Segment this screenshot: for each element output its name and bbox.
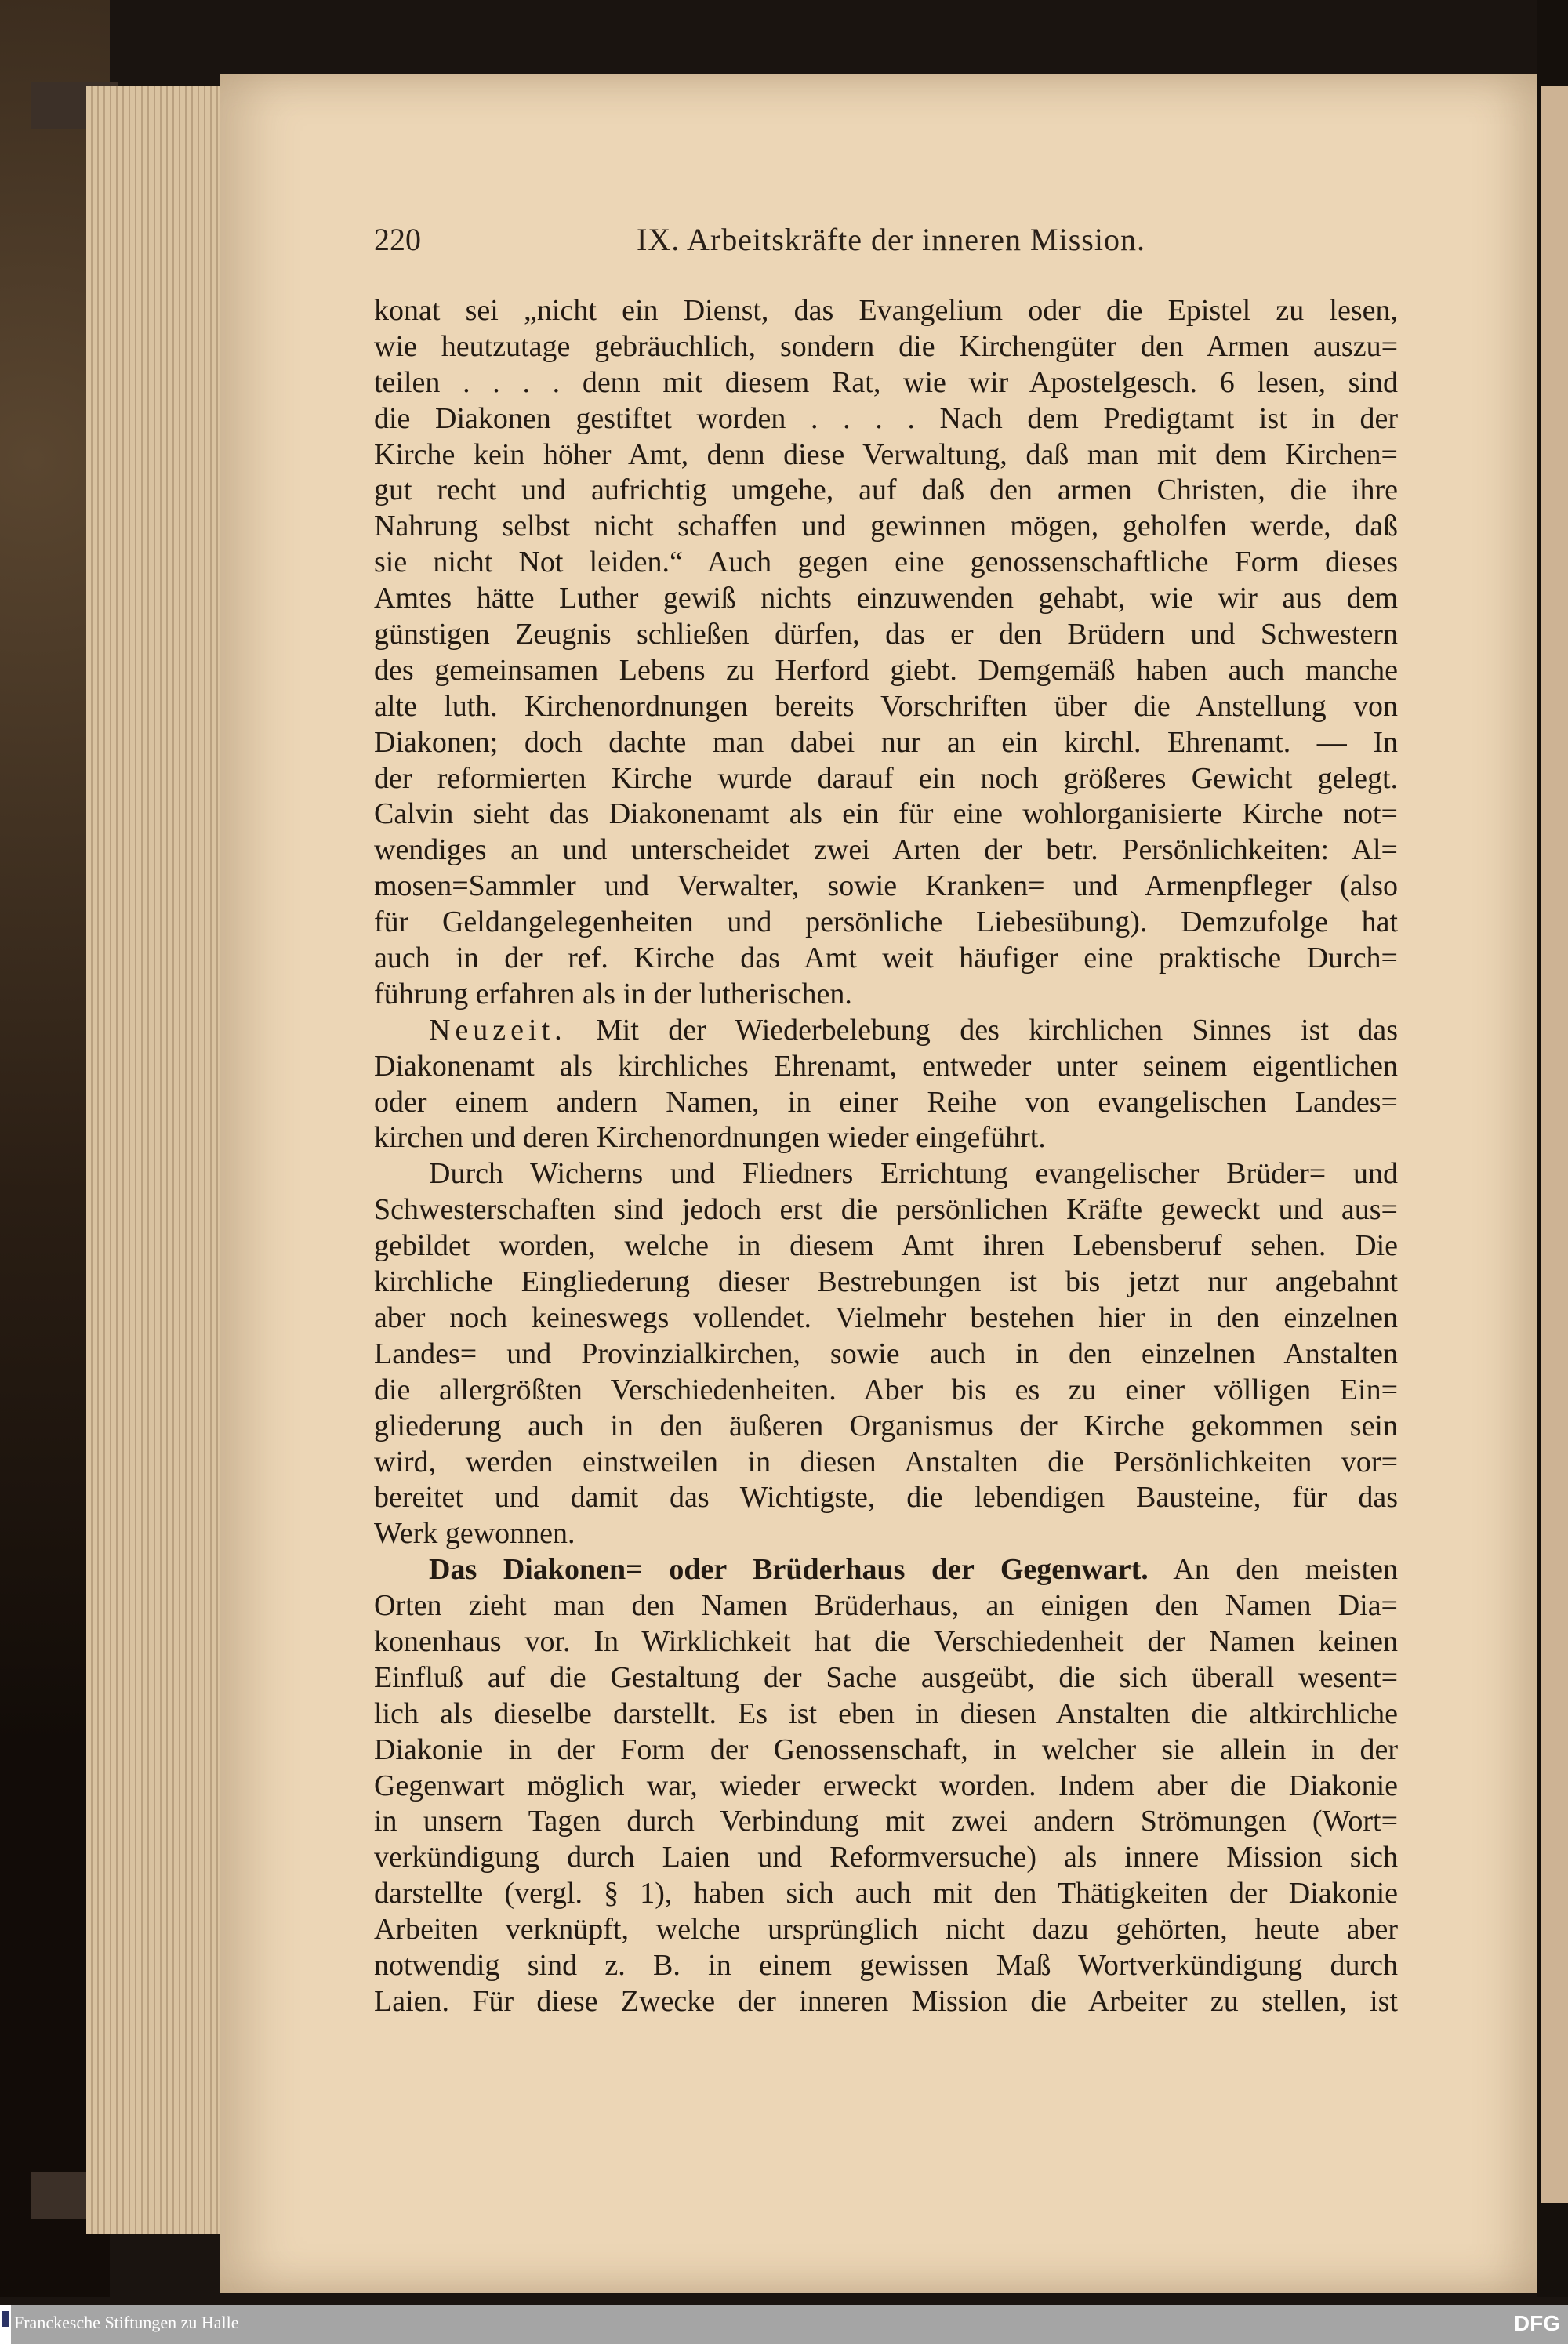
page-number: 220 [374,222,421,257]
text-line: Diakonen; doch dachte man dabei nur an ein kirchl. Ehrenamt. — In [374,725,1398,759]
text-line: alte luth. Kirchenordnungen bereits Vorschriften über die Anstellung von [374,689,1398,723]
text-span: Mit der Wiederbelebung des kirchlichen Sinnes ist das [595,1013,1398,1047]
text-line: Werk gewonnen. [374,1517,575,1551]
text-line: lich als dieselbe darstellt. Es ist eben in diesen Anstalten die altkirchliche [374,1696,1398,1730]
text-line: teilen . . . . denn mit diesem Rat, wie wir Apostelgesch. 6 lesen, sind [374,365,1398,399]
text-line: Arbeiten verknüpft, welche ursprünglich nicht dazu gehörten, heute aber [374,1913,1398,1947]
text-line [374,1013,1398,1049]
text-line: führung erfahren als in der lutherischen. [374,977,852,1011]
text-line: Nahrung selbst nicht schaffen und gewinnen mögen, geholfen werde, daß [374,510,1398,543]
page-header [374,221,1398,260]
text-line: auch in der ref. Kirche das Amt weit häufiger eine praktische Durch= [374,942,1398,975]
text-line: notwendig sind z. B. in einem gewissen Maß Wortverkündigung durch [374,1948,1398,1982]
text-line: Diakonenamt als kirchliches Ehrenamt, entweder unter seinem eigentlichen [374,1049,1398,1083]
text-line: wie heutzutage gebräuchlich, sondern die Kirchengüter den Armen auszu= [374,329,1398,363]
text-line: Calvin sieht das Diakonenamt als ein für eine wohlorganisierte Kirche not= [374,797,1398,831]
text-line: des gemeinsamen Lebens zu Herford giebt. Demgemäß haben auch manche [374,653,1398,687]
institution-logo-icon [0,2305,11,2344]
text-line: der reformierten Kirche wurde darauf ein noch größeres Gewicht gelegt. [374,761,1398,795]
page-stack-edge [86,86,235,2234]
text-line: in unsern Tagen durch Verbindung mit zwei andern Strömungen (Wort= [374,1805,1398,1838]
section-heading: Neuzeit. [429,1013,567,1047]
text-line: die allergrößten Verschiedenheiten. Aber bis es zu einer völligen Ein= [374,1373,1398,1406]
text-line: Laien. Für diese Zwecke der inneren Mission die Arbeiter zu stellen, ist [374,1984,1398,2018]
text-line: die Diakonen gestiftet worden . . . . Nach dem Predigtamt ist in der [374,401,1398,435]
text-line: Einfluß auf die Gestaltung der Sache ausgeübt, die sich überall wesent= [374,1660,1398,1694]
text-line: Gegenwart möglich war, wieder erweckt worden. Indem aber die Diakonie [374,1769,1398,1802]
text-line: Durch Wicherns und Fliedners Errichtung evangelischer Brüder= und [429,1157,1398,1191]
body-text [374,293,1398,2020]
text-line: oder einem andern Namen, in einer Reihe von evangelischen Landes= [374,1085,1398,1119]
running-title: IX. Arbeitskräfte der inneren Mission. [637,222,1145,257]
text-line: günstigen Zeugnis schließen dürfen, das er den Brüdern und Schwestern [374,618,1398,651]
text-line: wendiges an und unterscheidet zwei Arten der betr. Persönlichkeiten: Al= [374,833,1398,867]
text-line: gebildet worden, welche in diesem Amt ihren Lebensberuf sehen. Die [374,1229,1398,1263]
viewer-footer [0,2305,1568,2344]
dfg-logo: DFG [1513,2311,1560,2335]
text-line: kirchen und deren Kirchenordnungen wieder eingeführt. [374,1121,1046,1155]
text-line: darstellte (vergl. § 1), haben sich auch mit den Thätigkeiten der Diakonie [374,1877,1398,1910]
section-heading: Das Diakonen= oder Brüderhaus der Gegenwart. [429,1553,1149,1587]
text-line: Kirche kein höher Amt, denn diese Verwaltung, daß man mit dem Kirchen= [374,437,1398,471]
text-line: bereitet und damit das Wichtigste, die lebendigen Bausteine, für das [374,1481,1398,1515]
text-line: gliederung auch in den äußeren Organismus der Kirche gekommen sein [374,1409,1398,1442]
facing-page-edge [1541,86,1568,2203]
text-span: An den meisten [1173,1553,1398,1587]
text-line: mosen=Sammler und Verwalter, sowie Kranken= und Armenpfleger (also [374,869,1398,903]
text-line: Schwesterschaften sind jedoch erst die persönlichen Kräfte geweckt und aus= [374,1193,1398,1227]
text-line: konat sei „nicht ein Dienst, das Evangelium oder die Epistel zu lesen, [374,294,1398,327]
text-line: Landes= und Provinzialkirchen, sowie auch in den einzelnen Anstalten [374,1337,1398,1370]
text-line: wird, werden einstweilen in diesen Anstalten die Persönlichkeiten vor= [374,1445,1398,1479]
text-line: gut recht und aufrichtig umgehe, auf daß den armen Christen, die ihre [374,474,1398,507]
text-line: Diakonie in der Form der Genossenschaft, in welcher sie allein in der [374,1733,1398,1766]
institution-name[interactable]: Franckesche Stiftungen zu Halle [14,2313,239,2332]
text-line: für Geldangelegenheiten und persönliche Liebesübung). Demzufolge hat [374,905,1398,939]
text-line: konenhaus vor. In Wirklichkeit hat die Verschiedenheit der Namen keinen [374,1624,1398,1658]
text-line: Amtes hätte Luther gewiß nichts einzuwenden gehabt, wie wir aus dem [374,582,1398,615]
text-line [374,1552,1398,1588]
text-line: sie nicht Not leiden.“ Auch gegen eine genossenschaftliche Form dieses [374,546,1398,579]
text-line: Orten zieht man den Namen Brüderhaus, an einigen den Namen Dia= [374,1589,1398,1623]
text-line: verkündigung durch Laien und Reformversuche) als innere Mission sich [374,1841,1398,1874]
text-line: aber noch keineswegs vollendet. Vielmehr bestehen hier in den einzelnen [374,1301,1398,1334]
text-line: kirchliche Eingliederung dieser Bestrebungen ist bis jetzt nur angebahnt [374,1265,1398,1299]
